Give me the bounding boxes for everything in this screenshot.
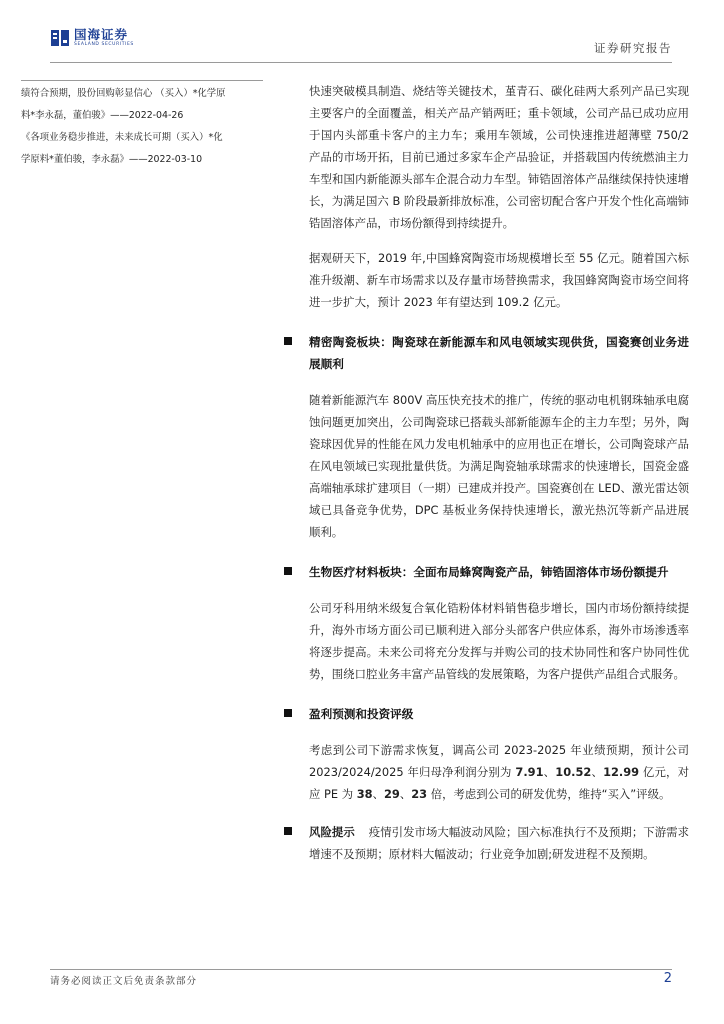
risk-text: 疫情引发市场大幅波动风险；国六标准执行不及预期；下游需求增速不及预期；原材料大幅波动；行业竞争加剧;研发进程不及预期。 [309,825,689,861]
square-bullet-icon [284,567,292,575]
section-title: 生物医疗材料板块：全面布局蜂窝陶瓷产品，铈锆固溶体市场份额提升 [309,565,669,579]
company-logo [50,28,134,48]
net-profit-2023: 7.91 [515,765,544,779]
separator: 、 [372,787,384,801]
related-report-line: 《各项业务稳步推进，未来成长可期（买入）*化 [21,132,223,143]
section-heading-biomedical [309,561,689,583]
section-title: 精密陶瓷板块：陶瓷球在新能源车和风电领域实现供货，国瓷赛创业务进展顺利 [309,335,689,371]
separator: 、 [543,765,556,779]
page-number: 2 [663,971,672,986]
paragraph-biomedical: 公司牙科用纳米级复合氧化锆粉体材料销售稳步增长，国内市场份额持续提升，海外市场方面公司已顺利进入部分头部客户供应体系，海外市场渗透率将逐步提高。未来公司将充分发挥与并购公司的技术协同性和客户协同性优势，围绕口腔业务丰富产品管线的发展策略，为客户提供产品组合式服务。 [309,601,689,681]
square-bullet-icon [284,709,292,717]
square-bullet-icon [284,827,292,835]
paragraph-precision-ceramics: 随着新能源汽车 800V 高压快充技术的推广，传统的驱动电机钢珠轴承电腐蚀问题更加突出，公司陶瓷球已搭载头部新能源车企的主力车型；另外，陶瓷球因优异的性能在风力发电机轴承中的应用也正在增长，公司陶瓷球产品在风电领域已实现批量供货。为满足陶瓷轴承球需求的快速增长，国瓷金盛高端轴承球扩建项目（一期）已建成并投产。国瓷赛创在 LED、激光雷达领域已具备竞争优势，DPC 基板业务保持快速增长，激光热沉等新产品进展顺利。 [309,393,689,539]
square-bullet-icon [284,337,292,345]
pe-2024: 29 [383,787,400,801]
sealand-logo-icon [50,28,70,48]
risk-warning [309,821,689,865]
separator: 、 [591,765,604,779]
forecast-text: 亿元，对应 PE 为 [309,765,689,801]
forecast-text: 考虑到公司下游需求恢复，调高公司 2023-2025 年业绩预期，预计公司 2023/2024/2025 年归母净利润分别为 [309,743,689,779]
separator: 、 [399,787,412,801]
sidebar-related-reports [21,80,263,171]
main-content [309,80,689,865]
related-report-line: 绩符合预期，股份回购彰显信心 （买入）*化学原 [21,88,226,99]
related-report-line: 料*李永磊，董伯骏》——2022-04-26 [21,110,184,121]
report-type-label: 证券研究报告 [594,41,672,55]
net-profit-2025: 12.99 [603,765,640,779]
net-profit-2024: 10.52 [555,765,592,779]
section-heading-precision-ceramics [309,331,689,375]
pe-2025: 23 [411,787,428,801]
related-report-line: 学原料*董伯骏，李永磊》——2022-03-10 [21,154,203,165]
paragraph-forecast [309,739,689,805]
footer-divider [50,969,672,970]
paragraph-market-size: 据观研天下，2019 年,中国蜂窝陶瓷市场规模增长至 55 亿元。随着国六标准升级潮、新车市场需求以及存量市场替换需求，我国蜂窝陶瓷市场空间将进一步扩大，预计 2023 年有望达到 109.2 亿元。 [309,251,689,309]
forecast-text: 倍，考虑到公司的研发优势，维持“买入”评级。 [427,787,671,801]
header-divider [50,62,672,63]
section-heading-forecast [309,703,689,725]
sidebar-divider [21,80,263,81]
paragraph-honeycomb-business: 快速突破模具制造、烧结等关键技术，堇青石、碳化硅两大系列产品已实现主要客户的全面覆盖，相关产品产销两旺；重卡领域，公司产品已成功应用于国内头部重卡客户的主力车；乘用车领域，公司快速推进超薄壁 750/2 产品的市场开拓，目前已通过多家车企产品验证，并搭载国内传统燃油主力车型和国内新能源头部车企混合动力车型。铈锆固溶体产品继续保持快速增长，为满足国六 B 阶段最新排放标准，公司密切配合客户开发个性化高端铈锆固溶体产品，市场份额得到持续提升。 [309,84,689,230]
logo-chinese-name: 国海证券 [74,27,129,42]
pe-2023: 38 [356,787,373,801]
footer-disclaimer-note: 请务必阅读正文后免责条款部分 [50,976,198,987]
section-title: 盈利预测和投资评级 [309,707,414,721]
page-header [0,0,724,64]
logo-english-name: SEALAND SECURITIES [74,42,134,47]
risk-label: 风险提示 [309,825,355,839]
